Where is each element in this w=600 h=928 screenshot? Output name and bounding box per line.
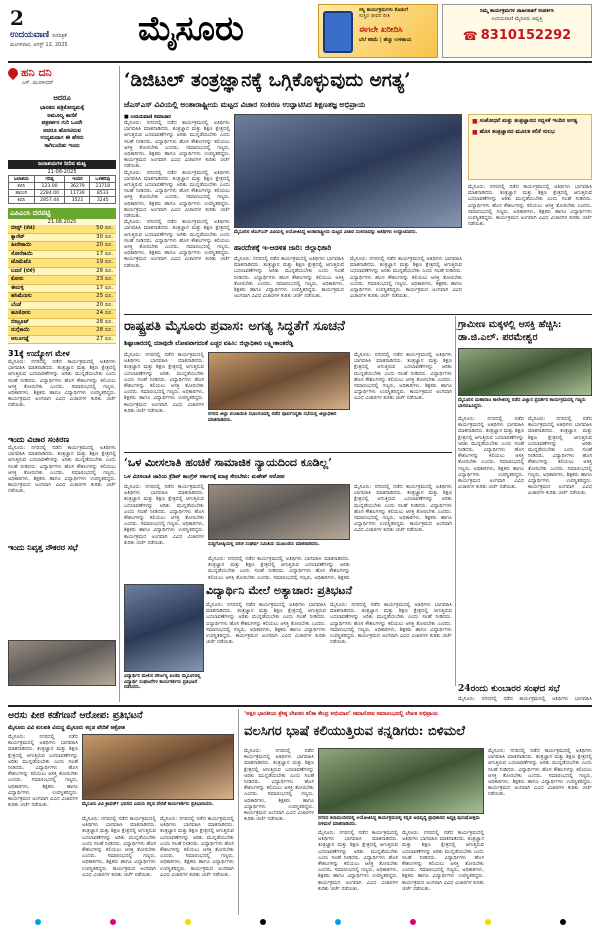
apmc-price: 17 ರೂ.: [96, 284, 113, 291]
apmc-item: ಬೆಂಡೆ: [11, 301, 22, 308]
story8-col4: ಮೈಸೂರು: ನಗರದಲ್ಲಿ ನಡೆದ ಕಾರ್ಯಕ್ರಮದಲ್ಲಿ ಅತಿಥಿಗಳು ಭಾಗವಹಿಸಿ ಮಾತನಾಡಿದರು. ತಂತ್ರಜ್ಞಾನ ಮತ್ತು ಶಿಕ್ಷಣ ಕ್ಷೇತ್ರದಲ್ಲಿ ಆಗುತ್ತಿರುವ ಬದಲಾವಣೆಗಳನ್ನು ಅರಿತು ಮುನ್ನಡೆಯಬೇಕು ಎಂದು ಸಲಹೆ ನೀಡಿದರು. ವಿದ್ಯಾರ್ಥಿಗಳು ಹೊಸ ಕೌಶಲಗಳನ್ನು ಕಲಿಯಲು ಆಸಕ್ತಿ ತೋರಬೇಕು ಎಂದರು. ಸಮಾರಂಭದಲ್ಲಿ ಗಣ್ಯರು, ಅಧಿಕಾರಿಗಳು, ಶಿಕ್ಷಕರು ಹಾಗೂ ವಿದ್ಯಾರ್ಥಿಗಳು ಉಪಸ್ಥಿತರಿದ್ದರು. ಕಾರ್ಯಕ್ರಮದ ಅಂಗವಾಗಿ ವಿವಿಧ ವಿಚಾರಗಳ ಕುರಿತು ಚರ್ಚೆ ನಡೆಯಿತು.: [488, 748, 592, 798]
story4-headline: ‘ಒಳ ಮೀಸಲಾತಿ ಹಂಚಿಕೆ ಸಾಮಾಜಿಕ ನ್ಯಾಯದಿಂದ ಕೂಡಿಲ್ಲ’: [124, 456, 332, 469]
apmc-price: 23 ರೂ.: [96, 276, 113, 282]
apmc-item: ಬದನೆ (ಬಿಳಿ): [11, 267, 36, 274]
apmc-price: 28 ರೂ.: [96, 267, 113, 274]
sidebar: [8, 66, 116, 702]
registration-marks: [0, 918, 600, 926]
bullet-icon: ■: [472, 129, 478, 136]
story7-col2: ಮೈಸೂರು: ನಗರದಲ್ಲಿ ನಡೆದ ಕಾರ್ಯಕ್ರಮದಲ್ಲಿ ಅತಿಥಿಗಳು ಭಾಗವಹಿಸಿ ಮಾತನಾಡಿದರು. ತಂತ್ರಜ್ಞಾನ ಮತ್ತು ಶಿಕ್ಷಣ ಕ್ಷೇತ್ರದಲ್ಲಿ ಆಗುತ್ತಿರುವ ಬದಲಾವಣೆಗಳನ್ನು ಅರಿತು ಮುನ್ನಡೆಯಬೇಕು ಎಂದು ಸಲಹೆ ನೀಡಿದರು. ವಿದ್ಯಾರ್ಥಿಗಳು ಹೊಸ ಕೌಶಲಗಳನ್ನು ಕಲಿಯಲು ಆಸಕ್ತಿ ತೋರಬೇಕು ಎಂದರು. ಸಮಾರಂಭದಲ್ಲಿ ಗಣ್ಯರು, ಅಧಿಕಾರಿಗಳು, ಶಿಕ್ಷಕರು ಹಾಗೂ ವಿದ್ಯಾರ್ಥಿಗಳು ಉಪಸ್ಥಿತರಿದ್ದರು. ಕಾರ್ಯಕ್ರಮದ ಅಂಗವಾಗಿ ವಿವಿಧ ವಿಚಾರಗಳ ಕುರಿತು ಚರ್ಚೆ ನಡೆಯಿತು.: [82, 816, 156, 878]
story4-caption: ಸುದ್ದಿಗೋಷ್ಠಿಯಲ್ಲಿ ದಲಿತ ಸಂಘರ್ಷ ಸಮಿತಿಯ ಮುಖಂಡರು ಮಾತನಾಡಿದರು.: [208, 542, 320, 547]
dam-cell: 23718: [90, 183, 116, 190]
sidebar-photo: [8, 640, 116, 686]
dam-cell: 123.00: [34, 183, 65, 190]
dam-cell: 3522: [65, 197, 90, 204]
dam-cell: 8533: [90, 190, 116, 197]
apmc-price: 28 ರೂ.: [96, 318, 113, 325]
apmc-item: ನುಗ್ಗೆಕಾಯಿ: [11, 327, 30, 333]
dam-cell: 3245: [90, 197, 116, 204]
reg-mark-icon: [260, 919, 266, 925]
apmc-item: ಹೂಕೋಸು: [11, 310, 31, 316]
lead-col3: ಮೈಸೂರು: ನಗರದಲ್ಲಿ ನಡೆದ ಕಾರ್ಯಕ್ರಮದಲ್ಲಿ ಅತಿಥಿಗಳು ಭಾಗವಹಿಸಿ ಮಾತನಾಡಿದರು. ತಂತ್ರಜ್ಞಾನ ಮತ್ತು ಶಿಕ್ಷಣ ಕ್ಷೇತ್ರದಲ್ಲಿ ಆಗುತ್ತಿರುವ ಬದಲಾವಣೆಗಳನ್ನು ಅರಿತು ಮುನ್ನಡೆಯಬೇಕು ಎಂದು ಸಲಹೆ ನೀಡಿದರು. ವಿದ್ಯಾರ್ಥಿಗಳು ಹೊಸ ಕೌಶಲಗಳನ್ನು ಕಲಿಯಲು ಆಸಕ್ತಿ ತೋರಬೇಕು ಎಂದರು. ಸಮಾರಂಭದಲ್ಲಿ ಗಣ್ಯರು, ಅಧಿಕಾರಿಗಳು, ಶಿಕ್ಷಕರು ಹಾಗೂ ವಿದ್ಯಾರ್ಥಿಗಳು ಉಪಸ್ಥಿತರಿದ್ದರು. ಕಾರ್ಯಕ್ರಮದ ಅಂಗವಾಗಿ ವಿವಿಧ ವಿಚಾರಗಳ ಕುರಿತು ಚರ್ಚೆ ನಡೆಯಿತು.: [350, 256, 462, 300]
story5-headline: ವಿದ್ಯಾರ್ಥಿನಿ ಮೇಲೆ ಅತ್ಯಾಚಾರ: ಪ್ರತಿಭಟನೆ: [206, 584, 353, 597]
lead-col2: ಮೈಸೂರು: ನಗರದಲ್ಲಿ ನಡೆದ ಕಾರ್ಯಕ್ರಮದಲ್ಲಿ ಅತಿಥಿಗಳು ಭಾಗವಹಿಸಿ ಮಾತನಾಡಿದರು. ತಂತ್ರಜ್ಞಾನ ಮತ್ತು ಶಿಕ್ಷಣ ಕ್ಷೇತ್ರದಲ್ಲಿ ಆಗುತ್ತಿರುವ ಬದಲಾವಣೆಗಳನ್ನು ಅರಿತು ಮುನ್ನಡೆಯಬೇಕು ಎಂದು ಸಲಹೆ ನೀಡಿದರು. ವಿದ್ಯಾರ್ಥಿಗಳು ಹೊಸ ಕೌಶಲಗಳನ್ನು ಕಲಿಯಲು ಆಸಕ್ತಿ ತೋರಬೇಕು ಎಂದರು. ಸಮಾರಂಭದಲ್ಲಿ ಗಣ್ಯರು, ಅಧಿಕಾರಿಗಳು, ಶಿಕ್ಷಕರು ಹಾಗೂ ವಿದ್ಯಾರ್ಥಿಗಳು ಉಪಸ್ಥಿತರಿದ್ದರು. ಕಾರ್ಯಕ್ರಮದ ಅಂಗವಾಗಿ ವಿವಿಧ ವಿಚಾರಗಳ ಕುರಿತು ಚರ್ಚೆ ನಡೆಯಿತು.: [234, 256, 344, 300]
apmc-item: ಟೊಮೆಟೊ: [11, 259, 32, 265]
apmc-item: ಹಸಿಮೆಣಸು: [11, 293, 32, 299]
brief2-body: ಮೈಸೂರು: ನಗರದಲ್ಲಿ ನಡೆದ ಕಾರ್ಯಕ್ರಮದಲ್ಲಿ ಅತಿಥಿಗಳು ಭಾಗವಹಿಸಿ ಮಾತನಾಡಿದರು. ತಂತ್ರಜ್ಞಾನ ಮತ್ತು ಶಿಕ್ಷಣ ಕ್ಷೇತ್ರದಲ್ಲಿ ಆಗುತ್ತಿರುವ ಬದಲಾವಣೆಗಳನ್ನು ಅರಿತು ಮುನ್ನಡೆಯಬೇಕು ಎಂದು ಸಲಹೆ ನೀಡಿದರು. ವಿದ್ಯಾರ್ಥಿಗಳು ಹೊಸ ಕೌಶಲಗಳನ್ನು ಕಲಿಯಲು ಆಸಕ್ತಿ ತೋರಬೇಕು ಎಂದರು. ಸಮಾರಂಭದಲ್ಲಿ ಗಣ್ಯರು, ಅಧಿಕಾರಿಗಳು, ಶಿಕ್ಷಕರು ಹಾಗೂ ವಿದ್ಯಾರ್ಥಿಗಳು ಉಪಸ್ಥಿತರಿದ್ದರು. ಕಾರ್ಯಕ್ರಮದ ಅಂಗವಾಗಿ ವಿವಿಧ ವಿಚಾರಗಳ ಕುರಿತು ಚರ್ಚೆ ನಡೆಯಿತು.: [8, 445, 116, 495]
story5-col1: ಮೈಸೂರು: ನಗರದಲ್ಲಿ ನಡೆದ ಕಾರ್ಯಕ್ರಮದಲ್ಲಿ ಅತಿಥಿಗಳು ಭಾಗವಹಿಸಿ ಮಾತನಾಡಿದರು. ತಂತ್ರಜ್ಞಾನ ಮತ್ತು ಶಿಕ್ಷಣ ಕ್ಷೇತ್ರದಲ್ಲಿ ಆಗುತ್ತಿರುವ ಬದಲಾವಣೆಗಳನ್ನು ಅರಿತು ಮುನ್ನಡೆಯಬೇಕು ಎಂದು ಸಲಹೆ ನೀಡಿದರು. ವಿದ್ಯಾರ್ಥಿಗಳು ಹೊಸ ಕೌಶಲಗಳನ್ನು ಕಲಿಯಲು ಆಸಕ್ತಿ ತೋರಬೇಕು ಎಂದರು. ಸಮಾರಂಭದಲ್ಲಿ ಗಣ್ಯರು, ಅಧಿಕಾರಿಗಳು, ಶಿಕ್ಷಕರು ಹಾಗೂ ವಿದ್ಯಾರ್ಥಿಗಳು ಉಪಸ್ಥಿತರಿದ್ದರು. ಕಾರ್ಯಕ್ರಮದ ಅಂಗವಾಗಿ ವಿವಿಧ ವಿಚಾರಗಳ ಕುರಿತು ಚರ್ಚೆ ನಡೆಯಿತು.: [206, 602, 326, 646]
story7-caption: ಮೈಸೂರು ವಿವಿ ಕ್ರಾಫರ್ಡ್ ಭವನದ ಎದುರು ಕನ್ನಡ ವೇದಿಕೆ ಕಾರ್ಯಕರ್ತರು ಪ್ರತಿಭಟಿಸಿದರು.: [82, 802, 214, 807]
apmc-item: ಬೀನ್ಸ್ (ಕೆಜಿ): [11, 225, 35, 231]
story7-col1: ಮೈಸೂರು: ನಗರದಲ್ಲಿ ನಡೆದ ಕಾರ್ಯಕ್ರಮದಲ್ಲಿ ಅತಿಥಿಗಳು ಭಾಗವಹಿಸಿ ಮಾತನಾಡಿದರು. ತಂತ್ರಜ್ಞಾನ ಮತ್ತು ಶಿಕ್ಷಣ ಕ್ಷೇತ್ರದಲ್ಲಿ ಆಗುತ್ತಿರುವ ಬದಲಾವಣೆಗಳನ್ನು ಅರಿತು ಮುನ್ನಡೆಯಬೇಕು ಎಂದು ಸಲಹೆ ನೀಡಿದರು. ವಿದ್ಯಾರ್ಥಿಗಳು ಹೊಸ ಕೌಶಲಗಳನ್ನು ಕಲಿಯಲು ಆಸಕ್ತಿ ತೋರಬೇಕು ಎಂದರು. ಸಮಾರಂಭದಲ್ಲಿ ಗಣ್ಯರು, ಅಧಿಕಾರಿಗಳು, ಶಿಕ್ಷಕರು ಹಾಗೂ ವಿದ್ಯಾರ್ಥಿಗಳು ಉಪಸ್ಥಿತರಿದ್ದರು. ಕಾರ್ಯಕ್ರಮದ ಅಂಗವಾಗಿ ವಿವಿಧ ವಿಚಾರಗಳ ಕುರಿತು ಚರ್ಚೆ ನಡೆಯಿತು.: [8, 734, 78, 809]
quote-title: ಆದರೂ: [53, 94, 71, 102]
story2-caption: ನಗರದ ಜಿಲ್ಲಾ ಪಂಚಾಯಿತಿ ಸಭಾಂಗಣದಲ್ಲಿ ನಡೆದ ಪೂರ್ವಸಿದ್ಧತಾ ಸಭೆಯಲ್ಲಿ ಜಿಲ್ಲಾಧಿಕಾರಿ ಮಾತನಾಡಿದರು.: [208, 412, 337, 423]
apmc-price: 19 ರೂ.: [96, 259, 113, 265]
apmc-price: 28 ರೂ.: [96, 327, 113, 333]
story3-col-b: ಮೈಸೂರು: ನಗರದಲ್ಲಿ ನಡೆದ ಕಾರ್ಯಕ್ರಮದಲ್ಲಿ ಅತಿಥಿಗಳು ಭಾಗವಹಿಸಿ ಮಾತನಾಡಿದರು. ತಂತ್ರಜ್ಞಾನ ಮತ್ತು ಶಿಕ್ಷಣ ಕ್ಷೇತ್ರದಲ್ಲಿ ಆಗುತ್ತಿರುವ ಬದಲಾವಣೆಗಳನ್ನು ಅರಿತು ಮುನ್ನಡೆಯಬೇಕು ಎಂದು ಸಲಹೆ ನೀಡಿದರು. ವಿದ್ಯಾರ್ಥಿಗಳು ಹೊಸ ಕೌಶಲಗಳನ್ನು ಕಲಿಯಲು ಆಸಕ್ತಿ ತೋರಬೇಕು ಎಂದರು. ಸಮಾರಂಭದಲ್ಲಿ ಗಣ್ಯರು, ಅಧಿಕಾರಿಗಳು, ಶಿಕ್ಷಕರು ಹಾಗೂ ವಿದ್ಯಾರ್ಥಿಗಳು ಉಪಸ್ಥಿತರಿದ್ದರು. ಕಾರ್ಯಕ್ರಮದ ಅಂಗವಾಗಿ ವಿವಿಧ ವಿಚಾರಗಳ ಕುರಿತು ಚರ್ಚೆ ನಡೆಯಿತು.: [528, 416, 592, 497]
apmc-price: 24 ರೂ.: [96, 310, 113, 316]
story8-col1: ಮೈಸೂರು: ನಗರದಲ್ಲಿ ನಡೆದ ಕಾರ್ಯಕ್ರಮದಲ್ಲಿ ಅತಿಥಿಗಳು ಭಾಗವಹಿಸಿ ಮಾತನಾಡಿದರು. ತಂತ್ರಜ್ಞಾನ ಮತ್ತು ಶಿಕ್ಷಣ ಕ್ಷೇತ್ರದಲ್ಲಿ ಆಗುತ್ತಿರುವ ಬದಲಾವಣೆಗಳನ್ನು ಅರಿತು ಮುನ್ನಡೆಯಬೇಕು ಎಂದು ಸಲಹೆ ನೀಡಿದರು. ವಿದ್ಯಾರ್ಥಿಗಳು ಹೊಸ ಕೌಶಲಗಳನ್ನು ಕಲಿಯಲು ಆಸಕ್ತಿ ತೋರಬೇಕು ಎಂದರು. ಸಮಾರಂಭದಲ್ಲಿ ಗಣ್ಯರು, ಅಧಿಕಾರಿಗಳು, ಶಿಕ್ಷಕರು ಹಾಗೂ ವಿದ್ಯಾರ್ಥಿಗಳು ಉಪಸ್ಥಿತರಿದ್ದರು. ಕಾರ್ಯಕ್ರಮದ ಅಂಗವಾಗಿ ವಿವಿಧ ವಿಚಾರಗಳ ಕುರಿತು ಚರ್ಚೆ ನಡೆಯಿತು.: [244, 748, 314, 823]
story2-col2: ಮೈಸೂರು: ನಗರದಲ್ಲಿ ನಡೆದ ಕಾರ್ಯಕ್ರಮದಲ್ಲಿ ಅತಿಥಿಗಳು ಭಾಗವಹಿಸಿ ಮಾತನಾಡಿದರು. ತಂತ್ರಜ್ಞಾನ ಮತ್ತು ಶಿಕ್ಷಣ ಕ್ಷೇತ್ರದಲ್ಲಿ ಆಗುತ್ತಿರುವ ಬದಲಾವಣೆಗಳನ್ನು ಅರಿತು ಮುನ್ನಡೆಯಬೇಕು ಎಂದು ಸಲಹೆ ನೀಡಿದರು. ವಿದ್ಯಾರ್ಥಿಗಳು ಹೊಸ ಕೌಶಲಗಳನ್ನು ಕಲಿಯಲು ಆಸಕ್ತಿ ತೋರಬೇಕು ಎಂದರು. ಸಮಾರಂಭದಲ್ಲಿ ಗಣ್ಯರು, ಅಧಿಕಾರಿಗಳು, ಶಿಕ್ಷಕರು ಹಾಗೂ ವಿದ್ಯಾರ್ಥಿಗಳು ಉಪಸ್ಥಿತರಿದ್ದರು. ಕಾರ್ಯಕ್ರಮದ ಅಂಗವಾಗಿ ವಿವಿಧ ವಿಚಾರಗಳ ಕುರಿತು ಚರ್ಚೆ ನಡೆಯಿತು.: [354, 352, 452, 402]
dam-title: ಜಲಾಶಯಗಳ ನೀರಿನ ಮಟ್ಟ: [8, 160, 116, 169]
apmc-title: ಎಪಿಎಂಸಿ ದರಪಟ್ಟಿ: [10, 209, 51, 217]
brief1-title: 31ಕ್ಕೆ ಉದ್ಯೋಗ ಮೇಳ: [8, 349, 70, 358]
story6-headline: 24ರಂದು ಕುಂಬಾರರ ಸಂಘದ ಸಭೆ: [458, 684, 560, 694]
story4-col2: ಮೈಸೂರು: ನಗರದಲ್ಲಿ ನಡೆದ ಕಾರ್ಯಕ್ರಮದಲ್ಲಿ ಅತಿಥಿಗಳು ಭಾಗವಹಿಸಿ ಮಾತನಾಡಿದರು. ತಂತ್ರಜ್ಞಾನ ಮತ್ತು ಶಿಕ್ಷಣ ಕ್ಷೇತ್ರದಲ್ಲಿ ಆಗುತ್ತಿರುವ ಬದಲಾವಣೆಗಳನ್ನು ಅರಿತು ಮುನ್ನಡೆಯಬೇಕು ಎಂದು ಸಲಹೆ ನೀಡಿದರು. ವಿದ್ಯಾರ್ಥಿಗಳು ಹೊಸ ಕೌಶಲಗಳನ್ನು ಕಲಿಯಲು ಆಸಕ್ತಿ ತೋರಬೇಕು ಎಂದರು. ಸಮಾರಂಭದಲ್ಲಿ ಗಣ್ಯರು, ಅಧಿಕಾರಿಗಳು, ಶಿಕ್ಷಕರು: [208, 556, 350, 580]
apmc-price: 30 ರೂ.: [96, 233, 113, 240]
ad-line-1: ಸಸ್ಯಿ ಕಾರ್ಯಕ್ರಮಗಳು ಕೊಡುಗೆ: [359, 7, 408, 13]
rule-1: [124, 314, 592, 315]
apmc-row: [8, 268, 116, 277]
apmc-row: [8, 285, 116, 294]
masthead-ad-right: [442, 4, 592, 58]
quote-line: ಉದ್ಯಮದಾಗ ಈ ಹೆಸರು: [40, 135, 84, 141]
apmc-row: [8, 310, 116, 319]
apmc-price: 25 ರೂ.: [96, 293, 113, 299]
apmc-row: [8, 336, 116, 345]
story4-col1: ಮೈಸೂರು: ನಗರದಲ್ಲಿ ನಡೆದ ಕಾರ್ಯಕ್ರಮದಲ್ಲಿ ಅತಿಥಿಗಳು ಭಾಗವಹಿಸಿ ಮಾತನಾಡಿದರು. ತಂತ್ರಜ್ಞಾನ ಮತ್ತು ಶಿಕ್ಷಣ ಕ್ಷೇತ್ರದಲ್ಲಿ ಆಗುತ್ತಿರುವ ಬದಲಾವಣೆಗಳನ್ನು ಅರಿತು ಮುನ್ನಡೆಯಬೇಕು ಎಂದು ಸಲಹೆ ನೀಡಿದರು. ವಿದ್ಯಾರ್ಥಿಗಳು ಹೊಸ ಕೌಶಲಗಳನ್ನು ಕಲಿಯಲು ಆಸಕ್ತಿ ತೋರಬೇಕು ಎಂದರು. ಸಮಾರಂಭದಲ್ಲಿ ಗಣ್ಯರು, ಅಧಿಕಾರಿಗಳು, ಶಿಕ್ಷಕರು ಹಾಗೂ ವಿದ್ಯಾರ್ಥಿಗಳು ಉಪಸ್ಥಿತರಿದ್ದರು. ಕಾರ್ಯಕ್ರಮದ ಅಂಗವಾಗಿ ವಿವಿಧ ವಿಚಾರಗಳ ಕುರಿತು ಚರ್ಚೆ ನಡೆಯಿತು.: [124, 484, 204, 546]
apmc-row: [8, 276, 116, 285]
brief3-title: ಇಂದು ನಿವೃತ್ತ ನೌಕರರ ಸಭೆ: [8, 543, 78, 552]
story4-subhead: ಒಳ ಮೀಸಲಾತಿ ಜಾರಿಯ ಕ್ರೆಡಿಟ್ ಕಾಂಗ್ರೆಸ್ ಸರ್ಕಾರಕ್ಕೆ ಮಾತ್ರ ಸೇರಬೇಕು: ಮಹೇಶ್ ಆರೋಪ: [124, 474, 285, 480]
dam-cell: 2857.44: [34, 197, 65, 204]
story3-caption: ಮೈಸೂರಿನ ಮಹಾರಾಜ ಕಾಲೇಜಿನಲ್ಲಿ ನಡೆದ ವಿಜ್ಞಾನ ಪ್ರದರ್ಶನ ಕಾರ್ಯಕ್ರಮದಲ್ಲಿ ಗಣ್ಯರು ಭಾಗವಹಿಸಿದ್ದರು.: [458, 398, 586, 409]
quote-line: ಪತ್ರಕರ್ತರ ಗುರಿ ಒಂದೇ: [41, 120, 83, 126]
drop-icon: [6, 66, 20, 80]
story5-photo: [124, 584, 204, 672]
apmc-header: [8, 208, 116, 219]
story3-col: ಮೈಸೂರು: ನಗರದಲ್ಲಿ ನಡೆದ ಕಾರ್ಯಕ್ರಮದಲ್ಲಿ ಅತಿಥಿಗಳು ಭಾಗವಹಿಸಿ ಮಾತನಾಡಿದರು. ತಂತ್ರಜ್ಞಾನ ಮತ್ತು ಶಿಕ್ಷಣ ಕ್ಷೇತ್ರದಲ್ಲಿ ಆಗುತ್ತಿರುವ ಬದಲಾವಣೆಗಳನ್ನು ಅರಿತು ಮುನ್ನಡೆಯಬೇಕು ಎಂದು ಸಲಹೆ ನೀಡಿದರು. ವಿದ್ಯಾರ್ಥಿಗಳು ಹೊಸ ಕೌಶಲಗಳನ್ನು ಕಲಿಯಲು ಆಸಕ್ತಿ ತೋರಬೇಕು ಎಂದರು. ಸಮಾರಂಭದಲ್ಲಿ ಗಣ್ಯರು, ಅಧಿಕಾರಿಗಳು, ಶಿಕ್ಷಕರು ಹಾಗೂ ವಿದ್ಯಾರ್ಥಿಗಳು ಉಪಸ್ಥಿತರಿದ್ದರು. ಕಾರ್ಯಕ್ರಮದ ಅಂಗವಾಗಿ ವಿವಿಧ ವಿಚಾರಗಳ ಕುರಿತು ಚರ್ಚೆ ನಡೆಯಿತು.: [458, 416, 524, 491]
apmc-row: [8, 234, 116, 243]
apmc-row: [8, 259, 116, 268]
reg-mark-icon: [560, 919, 566, 925]
ad-tag: ಬೆಲೆ ಕಡಿಮೆ | ಹೆಚ್ಚು ಉಳಿತಾಯ: [359, 37, 412, 43]
city-title: ಮೈಸೂರು: [138, 9, 244, 49]
ad-line-2: ಸುಸ್ಥಿರ ಜೀವನ ರೀತಿ: [359, 13, 390, 19]
quote-lines: [8, 105, 116, 150]
story3-headline: ಗ್ರಾಮೀಣ ಮಕ್ಕಳಲ್ಲಿ ಆಸಕ್ತಿ ಹೆಚ್ಚಿಸಿ: ಡಾ.ಜಿ.ಎಲ್. ಪರಮೇಶ್ವರ: [458, 319, 562, 343]
bullet-icon: ■: [472, 118, 478, 125]
lead-photo-caption: ಮೈಸೂರಿನ ಜೆಎಸ್‌ಎಸ್ ವಿವಿಯಲ್ಲಿ ಆಯೋಜಿಸಿದ್ದ ಅಂತಾರಾಷ್ಟ್ರೀಯ ಮಟ್ಟದ ವಿಚಾರ ಸಂಕಿರಣವನ್ನು ಅತಿಥಿಗಳು ಉದ್ಘಾಟಿಸಿದರು.: [234, 230, 418, 235]
apmc-row: [8, 242, 116, 251]
ad2-phone: 8310152292: [480, 28, 572, 43]
reg-mark-icon: [185, 919, 191, 925]
dam-row: [9, 183, 116, 190]
apmc-date: 21.08.2025: [8, 219, 116, 225]
reg-mark-icon: [485, 919, 491, 925]
apmc-row: [8, 251, 116, 260]
ad2-line-2: ಉದಯವಾಣಿ ಮೈಸೂರು ಆವೃತ್ತಿ: [491, 16, 543, 22]
hani-dani-logo-box: [8, 66, 116, 80]
quote-line: ಆದರೂ ಹೊರಟಿರುವ: [43, 127, 81, 134]
lead-highlights: [468, 114, 592, 180]
lead-body-1: ಮೈಸೂರು: ನಗರದಲ್ಲಿ ನಡೆದ ಕಾರ್ಯಕ್ರಮದಲ್ಲಿ ಅತಿಥಿಗಳು ಭಾಗವಹಿಸಿ ಮಾತನಾಡಿದರು. ತಂತ್ರಜ್ಞಾನ ಮತ್ತು ಶಿಕ್ಷಣ ಕ್ಷೇತ್ರದಲ್ಲಿ ಆಗುತ್ತಿರುವ ಬದಲಾವಣೆಗಳನ್ನು ಅರಿತು ಮುನ್ನಡೆಯಬೇಕು ಎಂದು ಸಲಹೆ ನೀಡಿದರು. ವಿದ್ಯಾರ್ಥಿಗಳು ಹೊಸ ಕೌಶಲಗಳನ್ನು ಕಲಿಯಲು ಆಸಕ್ತಿ ತೋರಬೇಕು ಎಂದರು. ಸಮಾರಂಭದಲ್ಲಿ ಗಣ್ಯರು, ಅಧಿಕಾರಿಗಳು, ಶಿಕ್ಷಕರು ಹಾಗೂ ವಿದ್ಯಾರ್ಥಿಗಳು ಉಪಸ್ಥಿತರಿದ್ದರು. ಕಾರ್ಯಕ್ರಮದ ಅಂಗವಾಗಿ ವಿವಿಧ ವಿಚಾರಗಳ ಕುರಿತು ಚರ್ಚೆ ನಡೆಯಿತು.: [124, 120, 230, 170]
reg-mark-icon: [410, 919, 416, 925]
story8-photo: [318, 748, 484, 814]
story2-subhead: ಶಿಷ್ಟಾಚಾರದಲ್ಲಿ ಯಾವುದೇ ಲೋಪವಾಗದಂತೆ ಎಚ್ಚರ ವಹಿಸಿ: ಜಿಲ್ಲಾಧಿಕಾರಿ ಲಕ್ಷ್ಮೀಕಾಂತರೆಡ್ಡಿ: [124, 340, 294, 347]
story3-photo: [458, 348, 592, 396]
lead-subhead: ಜೆಎಸ್‌ಎಸ್ ವಿವಿಯಲ್ಲಿ ಅಂತಾರಾಷ್ಟ್ರೀಯ ಮಟ್ಟದ ವಿಚಾರ ಸಂಕಿರಣ ಉದ್ಘಾಟಿಸಿದ ಶಿಕ್ಷಣತಜ್ಞ ಅಭಿಪ್ರಾಯ: [124, 100, 366, 109]
brief2-title: ಇಂದು ವಿಚಾರ ಸಂಕಿರಣ: [8, 435, 70, 444]
apmc-row: [8, 293, 116, 302]
apmc-price: 20 ರೂ.: [96, 242, 113, 248]
story8-col3: ಮೈಸೂರು: ನಗರದಲ್ಲಿ ನಡೆದ ಕಾರ್ಯಕ್ರಮದಲ್ಲಿ ಅತಿಥಿಗಳು ಭಾಗವಹಿಸಿ ಮಾತನಾಡಿದರು. ತಂತ್ರಜ್ಞಾನ ಮತ್ತು ಶಿಕ್ಷಣ ಕ್ಷೇತ್ರದಲ್ಲಿ ಆಗುತ್ತಿರುವ ಬದಲಾವಣೆಗಳನ್ನು ಅರಿತು ಮುನ್ನಡೆಯಬೇಕು ಎಂದು ಸಲಹೆ ನೀಡಿದರು. ವಿದ್ಯಾರ್ಥಿಗಳು ಹೊಸ ಕೌಶಲಗಳನ್ನು ಕಲಿಯಲು ಆಸಕ್ತಿ ತೋರಬೇಕು ಎಂದರು. ಸಮಾರಂಭದಲ್ಲಿ ಗಣ್ಯರು, ಅಧಿಕಾರಿಗಳು, ಶಿಕ್ಷಕರು ಹಾಗೂ ವಿದ್ಯಾರ್ಥಿಗಳು ಉಪಸ್ಥಿತರಿದ್ದರು. ಕಾರ್ಯಕ್ರಮದ ಅಂಗವಾಗಿ ವಿವಿಧ ವಿಚಾರಗಳ ಕುರಿತು ಚರ್ಚೆ ನಡೆಯಿತು.: [402, 830, 484, 892]
story8-caption: ನಗರದ ಕಲಾಮಂದಿರದಲ್ಲಿ ಆಯೋಜಿಸಿದ್ದ ಕಾರ್ಯಕ್ರಮದಲ್ಲಿ ಕನ್ನಡ ಅಭಿವೃದ್ಧಿ ಪ್ರಾಧಿಕಾರದ ಅಧ್ಯಕ್ಷ ಪುರುಷೋತ್ತಮ ಬಿಳಿಮಲೆ ಮಾತನಾಡಿದರು.: [318, 816, 480, 827]
story8-kicker: ‘ಅಕ್ಷರ ಭಾರತೀಯ ಶ್ರೇಷ್ಠ ಲೇಖಕರ ಕಲಿಕಾ ಕೇಂದ್ರ ಅಭಿಯಾನ’ ಸಮಾರೋಪ ಸಮಾರಂಭದಲ್ಲಿ ಲೇಖಕ ಅಭಿಪ್ರಾಯ: [244, 711, 439, 717]
dam-header-cell: ಇಂದಿನ: [65, 176, 90, 183]
lead-dateline: ■ ಉದಯವಾಣಿ ಸಮಾಚಾರ: [124, 114, 171, 120]
apmc-item: ಹೀರೇಕಾಯಿ: [11, 242, 32, 248]
lead-col4: ಮೈಸೂರು: ನಗರದಲ್ಲಿ ನಡೆದ ಕಾರ್ಯಕ್ರಮದಲ್ಲಿ ಅತಿಥಿಗಳು ಭಾಗವಹಿಸಿ ಮಾತನಾಡಿದರು. ತಂತ್ರಜ್ಞಾನ ಮತ್ತು ಶಿಕ್ಷಣ ಕ್ಷೇತ್ರದಲ್ಲಿ ಆಗುತ್ತಿರುವ ಬದಲಾವಣೆಗಳನ್ನು ಅರಿತು ಮುನ್ನಡೆಯಬೇಕು ಎಂದು ಸಲಹೆ ನೀಡಿದರು. ವಿದ್ಯಾರ್ಥಿಗಳು ಹೊಸ ಕೌಶಲಗಳನ್ನು ಕಲಿಯಲು ಆಸಕ್ತಿ ತೋರಬೇಕು ಎಂದರು. ಸಮಾರಂಭದಲ್ಲಿ ಗಣ್ಯರು, ಅಧಿಕಾರಿಗಳು, ಶಿಕ್ಷಕರು ಹಾಗೂ ವಿದ್ಯಾರ್ಥಿಗಳು ಉಪಸ್ಥಿತರಿದ್ದರು. ಕಾರ್ಯಕ್ರಮದ ಅಂಗವಾಗಿ ವಿವಿಧ ವಿಚಾರಗಳ ಕುರಿತು ಚರ್ಚೆ ನಡೆಯಿತು.: [468, 184, 592, 228]
story7-photo: [82, 734, 234, 800]
story2-headline: ರಾಷ್ಟ್ರಪತಿ ಮೈಸೂರು ಪ್ರವಾಸ: ಅಗತ್ಯ ಸಿದ್ಧತೆಗೆ ಸೂಚನೆ: [124, 319, 345, 334]
edition-tag: ದಿನಪತ್ರಿಕೆ: [52, 33, 67, 39]
dam-row: [9, 190, 116, 197]
reg-mark-icon: [110, 919, 116, 925]
dam-header-cell: ಜಲಾಶಯ: [9, 176, 35, 183]
story4-col3: ಮೈಸೂರು: ನಗರದಲ್ಲಿ ನಡೆದ ಕಾರ್ಯಕ್ರಮದಲ್ಲಿ ಅತಿಥಿಗಳು ಭಾಗವಹಿಸಿ ಮಾತನಾಡಿದರು. ತಂತ್ರಜ್ಞಾನ ಮತ್ತು ಶಿಕ್ಷಣ ಕ್ಷೇತ್ರದಲ್ಲಿ ಆಗುತ್ತಿರುವ ಬದಲಾವಣೆಗಳನ್ನು ಅರಿತು ಮುನ್ನಡೆಯಬೇಕು ಎಂದು ಸಲಹೆ ನೀಡಿದರು. ವಿದ್ಯಾರ್ಥಿಗಳು ಹೊಸ ಕೌಶಲಗಳನ್ನು ಕಲಿಯಲು ಆಸಕ್ತಿ ತೋರಬೇಕು ಎಂದರು. ಸಮಾರಂಭದಲ್ಲಿ ಗಣ್ಯರು, ಅಧಿಕಾರಿಗಳು, ಶಿಕ್ಷಕರು ಹಾಗೂ ವಿದ್ಯಾರ್ಥಿಗಳು ಉಪಸ್ಥಿತರಿದ್ದರು. ಕಾರ್ಯಕ್ರಮದ ಅಂಗವಾಗಿ ವಿವಿಧ ವಿಚಾರಗಳ ಕುರಿತು ಚರ್ಚೆ ನಡೆಯಿತು.: [354, 484, 452, 534]
lead-photo: [234, 114, 462, 228]
masthead-ad-left: [318, 4, 438, 58]
apmc-item: ಈರುಳ್ಳಿ: [11, 284, 24, 291]
reg-mark-icon: [335, 919, 341, 925]
dam-cell: ಕಬಿನಿ: [9, 183, 35, 190]
sidebar-divider: [119, 66, 120, 702]
highlight-1: ಸಂಶೋಧನೆ ಮತ್ತು ತಂತ್ರಜ್ಞಾನದ ಸದ್ಬಳಕೆ ಇಂದಿನ ಅಗತ್ಯ: [479, 118, 578, 124]
story7-subhead: ಮೈಸೂರು ವಿವಿ ಕುಲಪತಿ ವಿರುದ್ಧ ಮೈಸೂರು ಕನ್ನಡ ವೇದಿಕೆ ಆಕ್ರೋಶ: [8, 725, 126, 731]
page-number: 2: [10, 6, 24, 30]
phone-icon: ☎: [462, 28, 478, 43]
story5-col2: ಮೈಸೂರು: ನಗರದಲ್ಲಿ ನಡೆದ ಕಾರ್ಯಕ್ರಮದಲ್ಲಿ ಅತಿಥಿಗಳು ಭಾಗವಹಿಸಿ ಮಾತನಾಡಿದರು. ತಂತ್ರಜ್ಞಾನ ಮತ್ತು ಶಿಕ್ಷಣ ಕ್ಷೇತ್ರದಲ್ಲಿ ಆಗುತ್ತಿರುವ ಬದಲಾವಣೆಗಳನ್ನು ಅರಿತು ಮುನ್ನಡೆಯಬೇಕು ಎಂದು ಸಲಹೆ ನೀಡಿದರು. ವಿದ್ಯಾರ್ಥಿಗಳು ಹೊಸ ಕೌಶಲಗಳನ್ನು ಕಲಿಯಲು ಆಸಕ್ತಿ ತೋರಬೇಕು ಎಂದರು. ಸಮಾರಂಭದಲ್ಲಿ ಗಣ್ಯರು, ಅಧಿಕಾರಿಗಳು, ಶಿಕ್ಷಕರು ಹಾಗೂ ವಿದ್ಯಾರ್ಥಿಗಳು ಉಪಸ್ಥಿತರಿದ್ದರು. ಕಾರ್ಯಕ್ರಮದ ಅಂಗವಾಗಿ ವಿವಿಧ ವಿಚಾರಗಳ ಕುರಿತು ಚರ್ಚೆ ನಡೆಯಿತು.: [330, 602, 452, 646]
apmc-list: [8, 225, 116, 344]
apmc-row: [8, 225, 116, 234]
dam-cell: 11739: [65, 190, 90, 197]
masthead-rule: [8, 61, 592, 63]
dam-cell: 36279: [65, 183, 90, 190]
story2-col1: ಮೈಸೂರು: ನಗರದಲ್ಲಿ ನಡೆದ ಕಾರ್ಯಕ್ರಮದಲ್ಲಿ ಅತಿಥಿಗಳು ಭಾಗವಹಿಸಿ ಮಾತನಾಡಿದರು. ತಂತ್ರಜ್ಞಾನ ಮತ್ತು ಶಿಕ್ಷಣ ಕ್ಷೇತ್ರದಲ್ಲಿ ಆಗುತ್ತಿರುವ ಬದಲಾವಣೆಗಳನ್ನು ಅರಿತು ಮುನ್ನಡೆಯಬೇಕು ಎಂದು ಸಲಹೆ ನೀಡಿದರು. ವಿದ್ಯಾರ್ಥಿಗಳು ಹೊಸ ಕೌಶಲಗಳನ್ನು ಕಲಿಯಲು ಆಸಕ್ತಿ ತೋರಬೇಕು ಎಂದರು. ಸಮಾರಂಭದಲ್ಲಿ ಗಣ್ಯರು, ಅಧಿಕಾರಿಗಳು, ಶಿಕ್ಷಕರು ಹಾಗೂ ವಿದ್ಯಾರ್ಥಿಗಳು ಉಪಸ್ಥಿತರಿದ್ದರು. ಕಾರ್ಯಕ್ರಮದ ಅಂಗವಾಗಿ ವಿವಿಧ ವಿಚಾರಗಳ ಕುರಿತು ಚರ್ಚೆ ನಡೆಯಿತು.: [124, 352, 204, 414]
bottom-divider: [238, 709, 239, 915]
apmc-price: 20 ರೂ.: [96, 301, 113, 308]
story3-divider: [455, 316, 456, 686]
quote-line: ಸಾಗಿಬಂದಿತು ಇಂದು: [44, 142, 80, 149]
ad2-line-1: ನಿಮ್ಮ ಕಾರ್ಯಕ್ರಮಗಳ ಜಾಹೀರಾತಿಗೆ ಸಂಪರ್ಕಿಸಿ: [480, 8, 554, 14]
ad-brand: ಈಗಲೇ ಖರೀದಿಸಿ: [359, 25, 403, 34]
apmc-row: [8, 327, 116, 336]
hani-dani-logo: ಹನಿ ದನಿ: [21, 66, 52, 79]
paper-name: ಉದಯವಾಣಿ: [10, 30, 50, 40]
story8-headline: ವಲಸಿಗರ ಭಾಷೆ ಕಲಿಯುತ್ತಿರುವ ಕನ್ನಡಿಗರು: ಬಿಳಿಮಲೆ: [244, 724, 466, 739]
reg-mark-icon: [35, 919, 41, 925]
issue-date: ಮಂಗಳವಾರ, ಆಗಸ್ಟ್ 12, 2025: [10, 42, 68, 48]
lead-side-head: ಹಾರದೇಶಕ್ಕೆ ಇ-ಆಡಳಿತ ಜಾರಿ: ಜಿಲ್ಲಾಧಿಕಾರಿ: [234, 244, 332, 252]
dam-date: 21-08-2025: [47, 169, 77, 175]
story8-col2: ಮೈಸೂರು: ನಗರದಲ್ಲಿ ನಡೆದ ಕಾರ್ಯಕ್ರಮದಲ್ಲಿ ಅತಿಥಿಗಳು ಭಾಗವಹಿಸಿ ಮಾತನಾಡಿದರು. ತಂತ್ರಜ್ಞಾನ ಮತ್ತು ಶಿಕ್ಷಣ ಕ್ಷೇತ್ರದಲ್ಲಿ ಆಗುತ್ತಿರುವ ಬದಲಾವಣೆಗಳನ್ನು ಅರಿತು ಮುನ್ನಡೆಯಬೇಕು ಎಂದು ಸಲಹೆ ನೀಡಿದರು. ವಿದ್ಯಾರ್ಥಿಗಳು ಹೊಸ ಕೌಶಲಗಳನ್ನು ಕಲಿಯಲು ಆಸಕ್ತಿ ತೋರಬೇಕು ಎಂದರು. ಸಮಾರಂಭದಲ್ಲಿ ಗಣ್ಯರು, ಅಧಿಕಾರಿಗಳು, ಶಿಕ್ಷಕರು ಹಾಗೂ ವಿದ್ಯಾರ್ಥಿಗಳು ಉಪಸ್ಥಿತರಿದ್ದರು. ಕಾರ್ಯಕ್ರಮದ ಅಂಗವಾಗಿ ವಿವಿಧ ವಿಚಾರಗಳ ಕುರಿತು ಚರ್ಚೆ ನಡೆಯಿತು.: [318, 830, 398, 892]
lead-col1: [124, 114, 230, 310]
dam-header-cell: ಗರಿಷ್ಠ: [34, 176, 65, 183]
apmc-price: 17 ರೂ.: [96, 250, 113, 257]
ad-phone-icon: [323, 11, 353, 53]
story6-body: ಮೈಸೂರು: ನಗರದಲ್ಲಿ ನಡೆದ ಕಾರ್ಯಕ್ರಮದಲ್ಲಿ ಅತಿಥಿಗಳು ಭಾಗವಹಿಸಿ: [458, 696, 592, 702]
story4-photo: [208, 484, 350, 540]
highlight-2: ಹೊಸ ತಂತ್ರಜ್ಞಾನದ ಮೂಲಕ ಕಲಿಕೆ ಸುಲಭ: [479, 129, 555, 135]
dam-row: [9, 197, 116, 204]
apmc-item: ಸೋರೆಕಾಯಿ: [11, 250, 33, 257]
rule-2: [124, 452, 452, 453]
lead-body-1b: ಮೈಸೂರು: ನಗರದಲ್ಲಿ ನಡೆದ ಕಾರ್ಯಕ್ರಮದಲ್ಲಿ ಅತಿಥಿಗಳು ಭಾಗವಹಿಸಿ ಮಾತನಾಡಿದರು. ತಂತ್ರಜ್ಞಾನ ಮತ್ತು ಶಿಕ್ಷಣ ಕ್ಷೇತ್ರದಲ್ಲಿ ಆಗುತ್ತಿರುವ ಬದಲಾವಣೆಗಳನ್ನು ಅರಿತು ಮುನ್ನಡೆಯಬೇಕು ಎಂದು ಸಲಹೆ ನೀಡಿದರು. ವಿದ್ಯಾರ್ಥಿಗಳು ಹೊಸ ಕೌಶಲಗಳನ್ನು ಕಲಿಯಲು ಆಸಕ್ತಿ ತೋರಬೇಕು ಎಂದರು. ಸಮಾರಂಭದಲ್ಲಿ ಗಣ್ಯರು, ಅಧಿಕಾರಿಗಳು, ಶಿಕ್ಷಕರು ಹಾಗೂ ವಿದ್ಯಾರ್ಥಿಗಳು ಉಪಸ್ಥಿತರಿದ್ದರು. ಕಾರ್ಯಕ್ರಮದ ಅಂಗವಾಗಿ ವಿವಿಧ ವಿಚಾರಗಳ ಕುರಿತು ಚರ್ಚೆ ನಡೆಯಿತು.: [124, 169, 230, 220]
brief1-body: ಮೈಸೂರು: ನಗರದಲ್ಲಿ ನಡೆದ ಕಾರ್ಯಕ್ರಮದಲ್ಲಿ ಅತಿಥಿಗಳು ಭಾಗವಹಿಸಿ ಮಾತನಾಡಿದರು. ತಂತ್ರಜ್ಞಾನ ಮತ್ತು ಶಿಕ್ಷಣ ಕ್ಷೇತ್ರದಲ್ಲಿ ಆಗುತ್ತಿರುವ ಬದಲಾವಣೆಗಳನ್ನು ಅರಿತು ಮುನ್ನಡೆಯಬೇಕು ಎಂದು ಸಲಹೆ ನೀಡಿದರು. ವಿದ್ಯಾರ್ಥಿಗಳು ಹೊಸ ಕೌಶಲಗಳನ್ನು ಕಲಿಯಲು ಆಸಕ್ತಿ ತೋರಬೇಕು ಎಂದರು. ಸಮಾರಂಭದಲ್ಲಿ ಗಣ್ಯರು, ಅಧಿಕಾರಿಗಳು, ಶಿಕ್ಷಕರು ಹಾಗೂ ವಿದ್ಯಾರ್ಥಿಗಳು ಉಪಸ್ಥಿತರಿದ್ದರು. ಕಾರ್ಯಕ್ರಮದ ಅಂಗವಾಗಿ ವಿವಿಧ ವಿಚಾರಗಳ ಕುರಿತು ಚರ್ಚೆ ನಡೆಯಿತು.: [8, 359, 116, 409]
quote-line: ಭಾರತದ ಪತ್ರಿಕೋದ್ಯಮಕ್ಕೆ: [39, 105, 85, 111]
apmc-row: [8, 302, 116, 311]
masthead-left: [10, 8, 120, 58]
story5-caption: ವಿದ್ಯಾರ್ಥಿನಿ ಮೇಲಿನ ದೌರ್ಜನ್ಯ ಖಂಡಿಸಿ ಮೈಸೂರಿನಲ್ಲಿ ವಿದ್ಯಾರ್ಥಿ ಸಂಘಟನೆಗಳ ಕಾರ್ಯಕರ್ತರು ಪ್ರತಿಭಟನೆ ನಡೆಸಿದರು.: [124, 674, 201, 691]
apmc-row: [8, 319, 116, 328]
dam-header-cell: ಒಳಹರಿವು: [90, 176, 116, 183]
rule-3: [8, 705, 592, 707]
apmc-item: ಕ್ಯಾರೆಟ್: [11, 233, 25, 240]
dam-table: [8, 175, 116, 204]
apmc-item: ಆಲೂಗಡ್ಡೆ: [11, 335, 30, 342]
dam-cell: ಕಬಿನಿ: [9, 197, 35, 204]
hani-dani-author: ಎಸ್. ಮುರಳೀಧರ್: [22, 80, 54, 86]
lead-body-1c: ಮೈಸೂರು: ನಗರದಲ್ಲಿ ನಡೆದ ಕಾರ್ಯಕ್ರಮದಲ್ಲಿ ಅತಿಥಿಗಳು ಭಾಗವಹಿಸಿ ಮಾತನಾಡಿದರು. ತಂತ್ರಜ್ಞಾನ ಮತ್ತು ಶಿಕ್ಷಣ ಕ್ಷೇತ್ರದಲ್ಲಿ ಆಗುತ್ತಿರುವ ಬದಲಾವಣೆಗಳನ್ನು ಅರಿತು ಮುನ್ನಡೆಯಬೇಕು ಎಂದು ಸಲಹೆ ನೀಡಿದರು. ವಿದ್ಯಾರ್ಥಿಗಳು ಹೊಸ ಕೌಶಲಗಳನ್ನು ಕಲಿಯಲು ಆಸಕ್ತಿ ತೋರಬೇಕು ಎಂದರು. ಸಮಾರಂಭದಲ್ಲಿ ಗಣ್ಯರು, ಅಧಿಕಾರಿಗಳು, ಶಿಕ್ಷಕರು ಹಾಗೂ ವಿದ್ಯಾರ್ಥಿಗಳು ಉಪಸ್ಥಿತರಿದ್ದರು. ಕಾರ್ಯಕ್ರಮದ ಅಂಗವಾಗಿ ವಿವಿಧ ವಿಚಾರಗಳ ಕುರಿತು ಚರ್ಚೆ ನಡೆಯಿತು.: [124, 219, 230, 269]
story7-col3: ಮೈಸೂರು: ನಗರದಲ್ಲಿ ನಡೆದ ಕಾರ್ಯಕ್ರಮದಲ್ಲಿ ಅತಿಥಿಗಳು ಭಾಗವಹಿಸಿ ಮಾತನಾಡಿದರು. ತಂತ್ರಜ್ಞಾನ ಮತ್ತು ಶಿಕ್ಷಣ ಕ್ಷೇತ್ರದಲ್ಲಿ ಆಗುತ್ತಿರುವ ಬದಲಾವಣೆಗಳನ್ನು ಅರಿತು ಮುನ್ನಡೆಯಬೇಕು ಎಂದು ಸಲಹೆ ನೀಡಿದರು. ವಿದ್ಯಾರ್ಥಿಗಳು ಹೊಸ ಕೌಶಲಗಳನ್ನು ಕಲಿಯಲು ಆಸಕ್ತಿ ತೋರಬೇಕು ಎಂದರು. ಸಮಾರಂಭದಲ್ಲಿ ಗಣ್ಯರು, ಅಧಿಕಾರಿಗಳು, ಶಿಕ್ಷಕರು ಹಾಗೂ ವಿದ್ಯಾರ್ಥಿಗಳು ಉಪಸ್ಥಿತರಿದ್ದರು. ಕಾರ್ಯಕ್ರಮದ ಅಂಗವಾಗಿ ವಿವಿಧ ವಿಚಾರಗಳ ಕುರಿತು ಚರ್ಚೆ ನಡೆಯಿತು.: [160, 816, 234, 878]
dam-cell: 2284.00: [34, 190, 65, 197]
apmc-item: ಕೋಸು: [11, 276, 24, 282]
story7-headline: ಅರಸು ಪೀಠ ಕಡೆಗಣನೆ ಆರೋಪ: ಪ್ರತಿಭಟನೆ: [8, 710, 143, 721]
dam-cell: ಹಾರಂಗಿ: [9, 190, 35, 197]
lead-headline: ‘ಡಿಜಿಟಲ್ ತಂತ್ರಜ್ಞಾನಕ್ಕೆ ಒಗ್ಗಿಕೊಳ್ಳುವುದು ಅಗತ್ಯ’: [124, 70, 411, 91]
apmc-price: 27 ರೂ.: [96, 335, 113, 342]
story2-photo: [208, 352, 350, 410]
apmc-item: ಬೀಟ್ರೂಟ್: [11, 318, 30, 325]
apmc-price: 50 ರೂ.: [96, 225, 113, 231]
quote-line: ಅಮೂಲ್ಯ ಕಾಣಿಕೆ: [47, 112, 77, 119]
